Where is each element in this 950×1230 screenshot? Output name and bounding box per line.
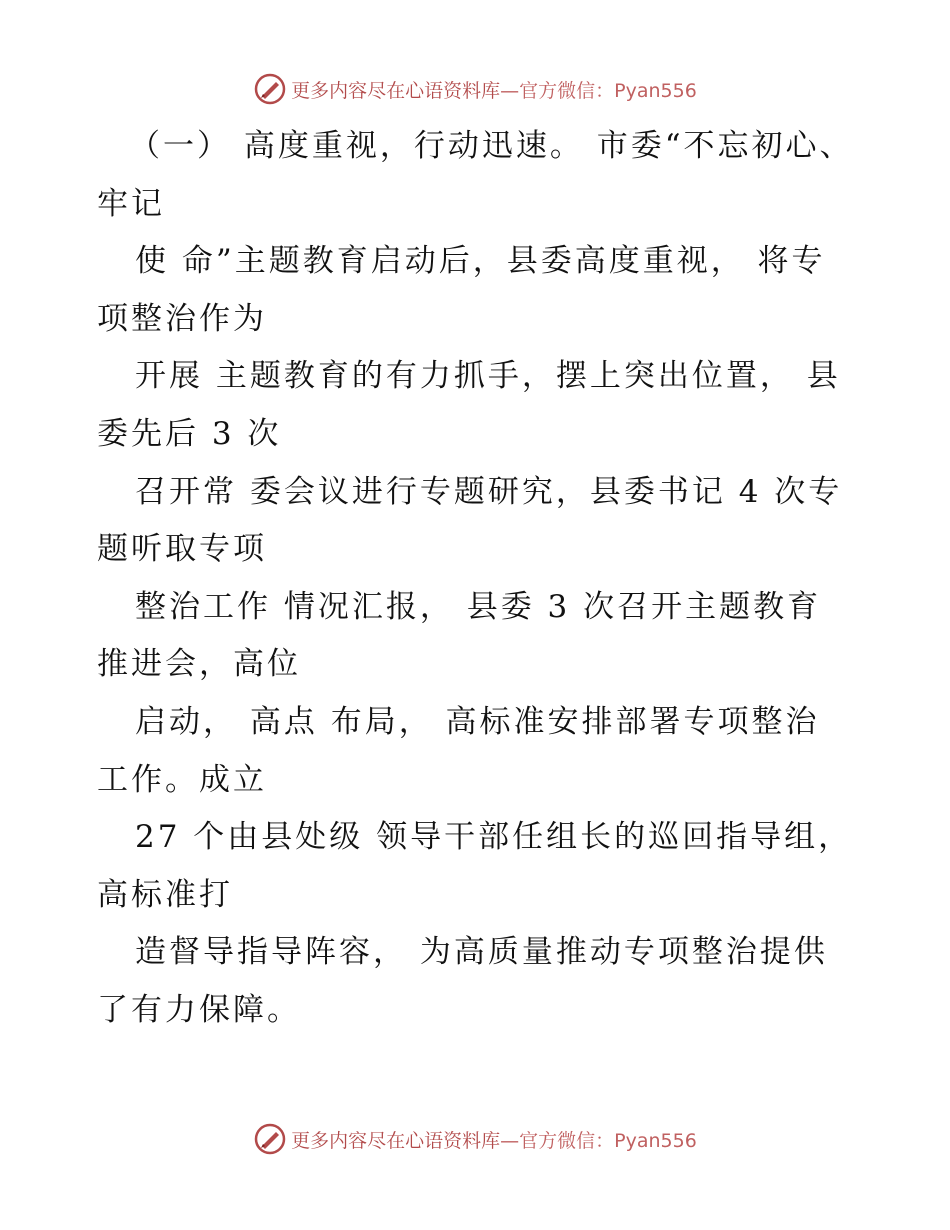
text-line: （一） 高度重视，行动迅速。 市委“不忘初心、 xyxy=(129,128,854,164)
text-line: 高标准打 xyxy=(97,876,233,913)
watermark-text: 更多内容尽在心语资料库 xyxy=(291,79,501,102)
watermark-header xyxy=(0,72,950,106)
text-line: 召开常 委会议进行专题研究，县委书记 4 次专 xyxy=(135,473,843,510)
text-line: 了有力保障。 xyxy=(97,991,301,1028)
text-line: 项整治作为 xyxy=(97,300,267,337)
text-line: 牢记 xyxy=(97,185,165,222)
text-line: 使 命”主题教育启动后，县委高度重视， 将专 xyxy=(135,243,826,280)
watermark-wechat: —官方微信：Pyan556 xyxy=(500,1129,697,1152)
text-line: 开展 主题教育的有力抓手，摆上突出位置， 县 xyxy=(135,358,841,395)
text-line: 委先后 3 次 xyxy=(97,415,282,452)
text-line: 启动， 高点 布局， 高标准安排部署专项整治 xyxy=(135,703,820,740)
watermark-wechat: —官方微信：Pyan556 xyxy=(500,79,697,102)
text-line: 推进会，高位 xyxy=(97,646,301,683)
watermark-footer xyxy=(0,1122,950,1156)
text-line: 整治工作 情况汇报， 县委 3 次召开主题教育 xyxy=(135,588,822,625)
document-body xyxy=(97,118,857,1040)
pen-logo-icon xyxy=(253,1122,287,1156)
text-line: 造督导指导阵容， 为高质量推动专项整治提供 xyxy=(135,934,828,971)
pen-logo-icon xyxy=(253,72,287,106)
text-line: 题听取专项 xyxy=(97,531,267,568)
watermark-text: 更多内容尽在心语资料库 xyxy=(291,1129,501,1152)
text-line: 27 个由县处级 领导干部任组长的巡回指导组， xyxy=(135,819,853,856)
text-line: 工作。成立 xyxy=(97,761,267,798)
